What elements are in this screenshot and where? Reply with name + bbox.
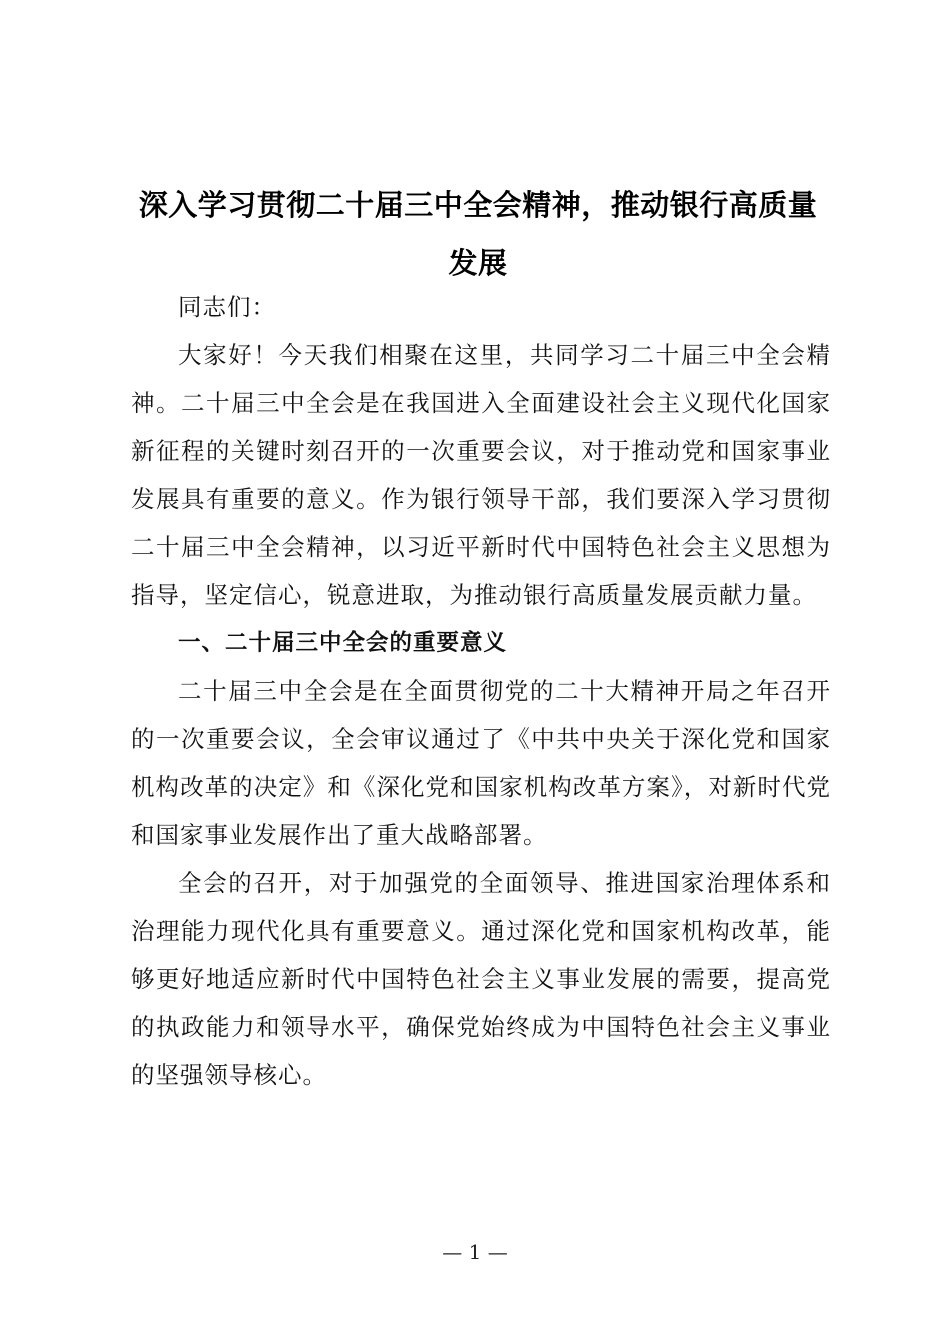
document-body bbox=[131, 283, 831, 1099]
page-number: — 1 — bbox=[442, 1240, 508, 1264]
document-title: 深入学习贯彻二十届三中全会精神，推动银行高质量发展 bbox=[138, 188, 818, 280]
section-paragraph-1: 二十届三中全会是在全面贯彻党的二十大精神开局之年召开的一次重要会议，全会审议通过了《中共中央关于深化党和国家机构改革的决定》和《深化党和国家机构改革方案》，对新时代党和国家事业发展作出了重大战略部署。 bbox=[131, 677, 831, 849]
intro-paragraph: 大家好！今天我们相聚在这里，共同学习二十届三中全会精神。二十届三中全会是在我国进入全面建设社会主义现代化国家新征程的关键时刻召开的一次重要会议，对于推动党和国家事业发展具有重要的意义。作为银行领导干部，我们要深入学习贯彻二十届三中全会精神，以习近平新时代中国特色社会主义思想为指导，坚定信心，锐意进取，为推动银行高质量发展贡献力量。 bbox=[131, 341, 831, 609]
section-heading: 一、二十届三中全会的重要意义 bbox=[178, 630, 508, 656]
section-paragraph-2: 全会的召开，对于加强党的全面领导、推进国家治理体系和治理能力现代化具有重要意义。通过深化党和国家机构改革，能够更好地适应新时代中国特色社会主义事业发展的需要，提高党的执政能力和领导水平，确保党始终成为中国特色社会主义事业的坚强领导核心。 bbox=[131, 869, 831, 1089]
salutation: 同志们： bbox=[178, 293, 276, 321]
